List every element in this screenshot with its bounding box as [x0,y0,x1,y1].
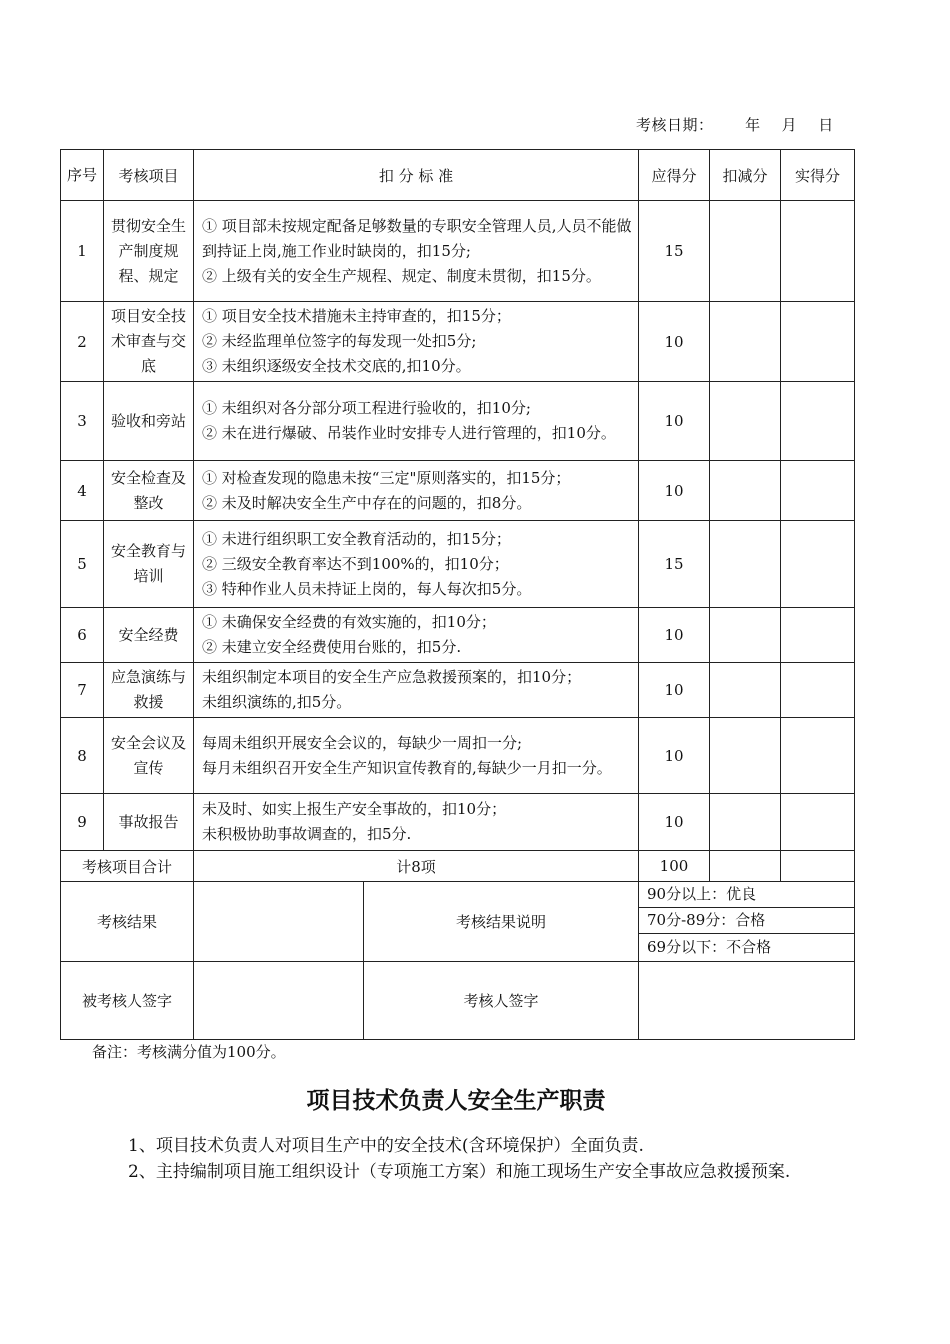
examinee-sign-label: 被考核人签字 [61,962,194,1040]
row-deduct-cell[interactable] [710,794,781,851]
row-actual-cell[interactable] [781,794,855,851]
section-title: 项目技术负责人安全生产职责 [306,1087,606,1114]
row-number: 4 [61,461,104,521]
row-criteria [194,718,639,794]
criteria-line: ③ 特种作业人员未持证上岗的，每人每次扣5分。 [202,579,532,598]
paragraph-2: 2、主持编制项目施工组织设计（专项施工方案）和施工现场生产安全事故应急救援预案. [128,1162,791,1182]
criteria-line: ① 未组织对各分部分项工程进行验收的，扣10分; [202,399,531,417]
row-number: 3 [61,382,104,461]
total-row [61,851,855,882]
criteria-line: ① 未确保安全经费的有效实施的，扣10分； [202,613,496,631]
criteria-line: ② 未经监理单位签字的每发现一处扣5分; [202,332,477,350]
row-criteria [194,382,639,461]
col-header-criteria: 扣 分 标 准 [194,150,639,201]
criteria-line: ② 上级有关的安全生产规程、规定、制度未贯彻，扣15分。 [202,266,601,285]
table-row [61,663,855,718]
criteria-line: 每月未组织召开安全生产知识宣传教育的,每缺少一月扣一分。 [202,758,612,777]
table-row [61,201,855,302]
examiner-sign-label: 考核人签字 [364,962,639,1040]
row-deduct-cell[interactable] [710,718,781,794]
table-note: 备注：考核满分值为100分。 [92,1043,286,1061]
row-item: 应急演练与救援 [104,663,194,718]
table-row [61,382,855,461]
total-count: 计8项 [194,851,639,882]
row-item: 项目安全技术审查与交底 [104,302,194,382]
row-actual-cell[interactable] [781,718,855,794]
criteria-line: 未积极协助事故调查的，扣5分. [202,825,412,843]
row-actual-cell[interactable] [781,663,855,718]
col-header-no: 序号 [61,150,104,201]
row-score: 15 [639,201,710,302]
criteria-line: 每周未组织开展安全会议的，每缺少一周扣一分; [202,733,523,752]
col-header-deduct: 扣减分 [710,150,781,201]
row-score: 15 [639,521,710,608]
row-actual-cell[interactable] [781,302,855,382]
row-actual-cell[interactable] [781,461,855,521]
row-criteria [194,663,639,718]
row-deduct-cell[interactable] [710,663,781,718]
row-actual-cell[interactable] [781,608,855,663]
total-deduct-cell[interactable] [710,851,781,882]
row-number: 6 [61,608,104,663]
row-score: 10 [639,608,710,663]
row-criteria [194,461,639,521]
criteria-line: ① 项目安全技术措施未主持审查的，扣15分； [202,307,511,325]
row-item: 安全经费 [104,608,194,663]
criteria-line: ② 未在进行爆破、吊装作业时安排专人进行管理的，扣10分。 [202,424,616,442]
row-criteria [194,302,639,382]
row-item: 安全检查及整改 [104,461,194,521]
table-row [61,718,855,794]
criteria-line: 未及时、如实上报生产安全事故的，扣10分； [202,800,507,818]
criteria-line: ③ 未组织逐级安全技术交底的,扣10分。 [202,357,471,375]
row-deduct-cell[interactable] [710,382,781,461]
row-deduct-cell[interactable] [710,201,781,302]
table-row [61,794,855,851]
col-header-actual: 实得分 [781,150,855,201]
criteria-line: ② 三级安全教育率达不到100%的，扣10分； [202,554,509,573]
row-score: 10 [639,461,710,521]
result-level: 70分-89分：合格 [639,908,855,934]
criteria-line: 未组织制定本项目的安全生产应急救援预案的，扣10分； [202,668,582,686]
row-number: 7 [61,663,104,718]
row-deduct-cell[interactable] [710,461,781,521]
row-number: 9 [61,794,104,851]
row-actual-cell[interactable] [781,382,855,461]
criteria-line: ① 未进行组织职工安全教育活动的，扣15分； [202,529,511,548]
total-actual-cell[interactable] [781,851,855,882]
paragraph-1: 1、项目技术负责人对项目生产中的安全技术(含环境保护）全面负责. [128,1136,644,1156]
table-row [61,608,855,663]
row-criteria [194,201,639,302]
criteria-line: ① 对检查发现的隐患未按“三定"原则落实的，扣15分； [202,468,571,487]
criteria-line: ① 项目部未按规定配备足够数量的专职安全管理人员,人员不能做到持证上岗,施工作业时缺岗的，扣15分; [202,216,632,260]
result-value-cell[interactable] [194,882,364,962]
row-criteria [194,608,639,663]
result-level: 69分以下：不合格 [639,934,855,962]
table-row [61,521,855,608]
total-label: 考核项目合计 [61,851,194,882]
row-actual-cell[interactable] [781,521,855,608]
row-deduct-cell[interactable] [710,608,781,663]
result-level: 90分以上：优良 [639,882,855,908]
row-score: 10 [639,794,710,851]
row-actual-cell[interactable] [781,201,855,302]
assessment-date: 考核日期： 年 月 日 [636,116,834,134]
row-item: 事故报告 [104,794,194,851]
col-header-score: 应得分 [639,150,710,201]
row-score: 10 [639,302,710,382]
examinee-sign-cell[interactable] [194,962,364,1040]
row-deduct-cell[interactable] [710,302,781,382]
examiner-sign-cell[interactable] [639,962,855,1040]
row-criteria [194,794,639,851]
row-number: 8 [61,718,104,794]
total-score: 100 [639,851,710,882]
row-number: 5 [61,521,104,608]
criteria-line: ② 未建立安全经费使用台账的，扣5分. [202,638,462,656]
assessment-table [60,149,855,1040]
row-criteria [194,521,639,608]
col-header-item: 考核项目 [104,150,194,201]
row-number: 1 [61,201,104,302]
result-row [61,882,855,908]
row-item: 安全教育与培训 [104,521,194,608]
row-item: 贯彻安全生产制度规程、规定 [104,201,194,302]
table-row [61,302,855,382]
criteria-line: ② 未及时解决安全生产中存在的问题的，扣8分。 [202,493,532,512]
row-item: 验收和旁站 [104,382,194,461]
row-deduct-cell[interactable] [710,521,781,608]
row-item: 安全会议及宣传 [104,718,194,794]
table-header-row [61,150,855,201]
criteria-line: 未组织演练的,扣5分。 [202,693,352,711]
result-label: 考核结果 [61,882,194,962]
result-explain-label: 考核结果说明 [364,882,639,962]
row-score: 10 [639,382,710,461]
row-number: 2 [61,302,104,382]
signature-row [61,962,855,1040]
row-score: 10 [639,663,710,718]
table-row [61,461,855,521]
row-score: 10 [639,718,710,794]
